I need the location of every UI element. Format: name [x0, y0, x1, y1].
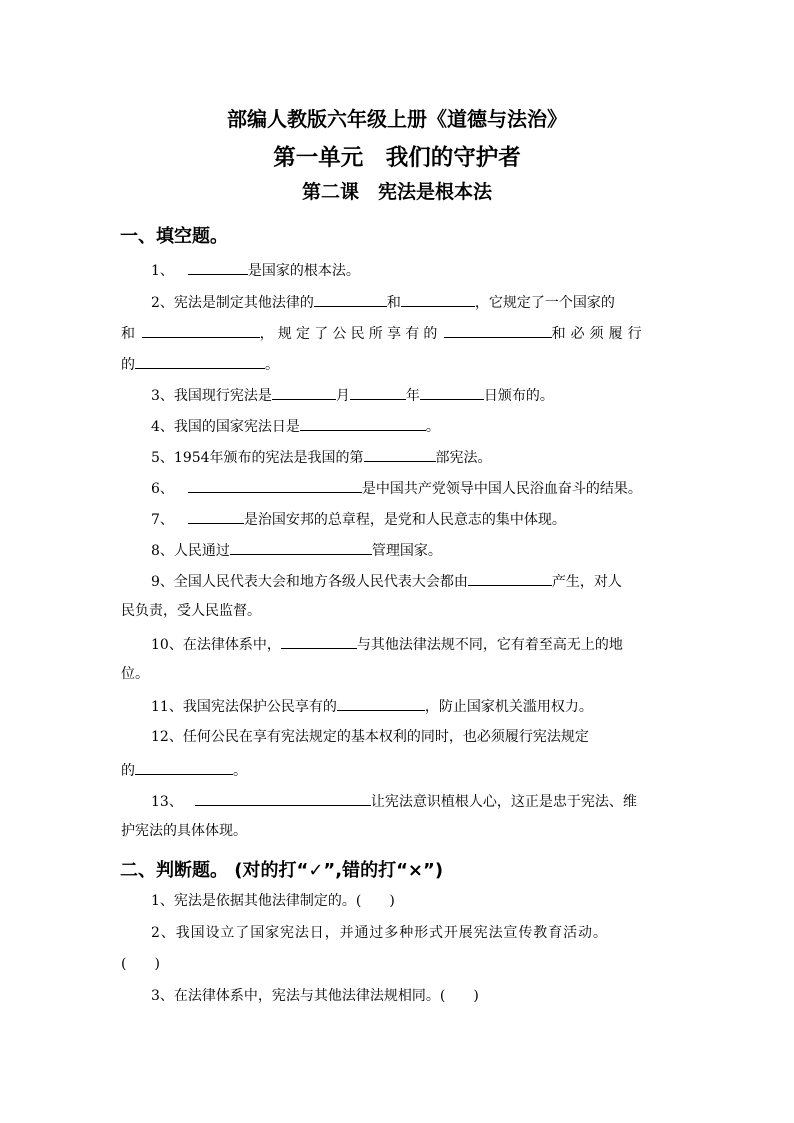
- answer-blank[interactable]: [195, 791, 371, 806]
- fill-question-12-line-1: 12、任何公民在享有宪法规定的基本权利的同时，也必须履行宪法规定: [151, 729, 589, 745]
- judge-question-2-bracket[interactable]: ( ): [121, 956, 160, 972]
- answer-blank[interactable]: [444, 323, 552, 338]
- fill-question-2-line-1: 2、宪法是制定其他法律的 和 ，它规定了一个国家的: [151, 292, 615, 312]
- answer-blank[interactable]: [142, 323, 260, 338]
- answer-blank[interactable]: [337, 696, 425, 711]
- fill-question-13-line-1: 13、 让宪法意识植根人心，这正是忠于宪法、维: [151, 791, 637, 811]
- answer-blank[interactable]: [188, 478, 362, 493]
- judge-question-3: 3、在法律体系中，宪法与其他法律法规相同。( ): [151, 988, 479, 1004]
- unit-title: 第一单元 我们的守护者: [273, 145, 521, 171]
- fill-question-9-line-1: 9、全国人民代表大会和地方各级人民代表大会都由 产生，对人: [151, 571, 622, 591]
- lesson-title: 第二课 宪法是根本法: [301, 181, 492, 203]
- fill-question-13-line-2: 护宪法的具体体现。: [121, 823, 247, 839]
- fill-question-6: 6、 是中国共产党领导中国人民浴血奋斗的结果。: [151, 478, 642, 498]
- fill-question-8: 8、人民通过 管理国家。: [151, 540, 442, 560]
- fill-question-4: 4、我国的国家宪法日是 。: [151, 416, 440, 436]
- document-title: 部编人教版六年级上册《道德与法治》: [227, 107, 567, 131]
- answer-blank[interactable]: [272, 385, 336, 400]
- judge-question-1: 1、宪法是依据其他法律制定的。( ): [151, 893, 395, 909]
- question-number: 1、: [151, 263, 174, 279]
- answer-blank[interactable]: [314, 292, 387, 307]
- fill-question-2-line-2: 和 ，规定了公民所享有的 和必须履行: [121, 323, 647, 343]
- fill-question-10-line-1: 10、在法律体系中， 与其他法律法规不同，它有着至高无上的地: [151, 634, 623, 654]
- answer-blank[interactable]: [420, 385, 484, 400]
- fill-question-2-line-3: 的 。: [121, 354, 279, 374]
- fill-question-5: 5、1954年颁布的宪法是我国的第 部宪法。: [151, 447, 492, 467]
- fill-question-7: 7、 是治国安邦的总章程，是党和人民意志的集中体现。: [151, 509, 566, 529]
- answer-blank[interactable]: [281, 634, 357, 649]
- answer-blank[interactable]: [230, 540, 372, 555]
- answer-blank[interactable]: [188, 260, 248, 275]
- answer-blank[interactable]: [364, 447, 436, 462]
- section-true-false-heading: 二、判断题。 (对的打“✓”,错的打“×”): [120, 860, 444, 881]
- fill-question-11: 11、我国宪法保护公民享有的 ，防止国家机关滥用权力。: [151, 696, 593, 716]
- answer-blank[interactable]: [468, 571, 552, 586]
- judge-question-2: 2、我国设立了国家宪法日，并通过多种形式开展宪法宣传教育活动。: [151, 925, 608, 941]
- answer-blank[interactable]: [188, 509, 244, 524]
- answer-blank[interactable]: [350, 385, 406, 400]
- answer-blank[interactable]: [401, 292, 475, 307]
- fill-question-9-line-2: 民负责，受人民监督。: [121, 603, 261, 619]
- answer-blank[interactable]: [300, 416, 426, 431]
- answer-blank[interactable]: [135, 760, 233, 775]
- fill-question-3: 3、我国现行宪法是 月 年 日颁布的。: [151, 385, 554, 405]
- fill-question-10-line-2: 位。: [121, 666, 149, 682]
- fill-question-12-line-2: 的 。: [121, 760, 247, 780]
- answer-blank[interactable]: [135, 354, 265, 369]
- fill-question-1: 1、 是国家的根本法。: [151, 260, 360, 280]
- section-fill-in-heading: 一、填空题。: [120, 226, 228, 247]
